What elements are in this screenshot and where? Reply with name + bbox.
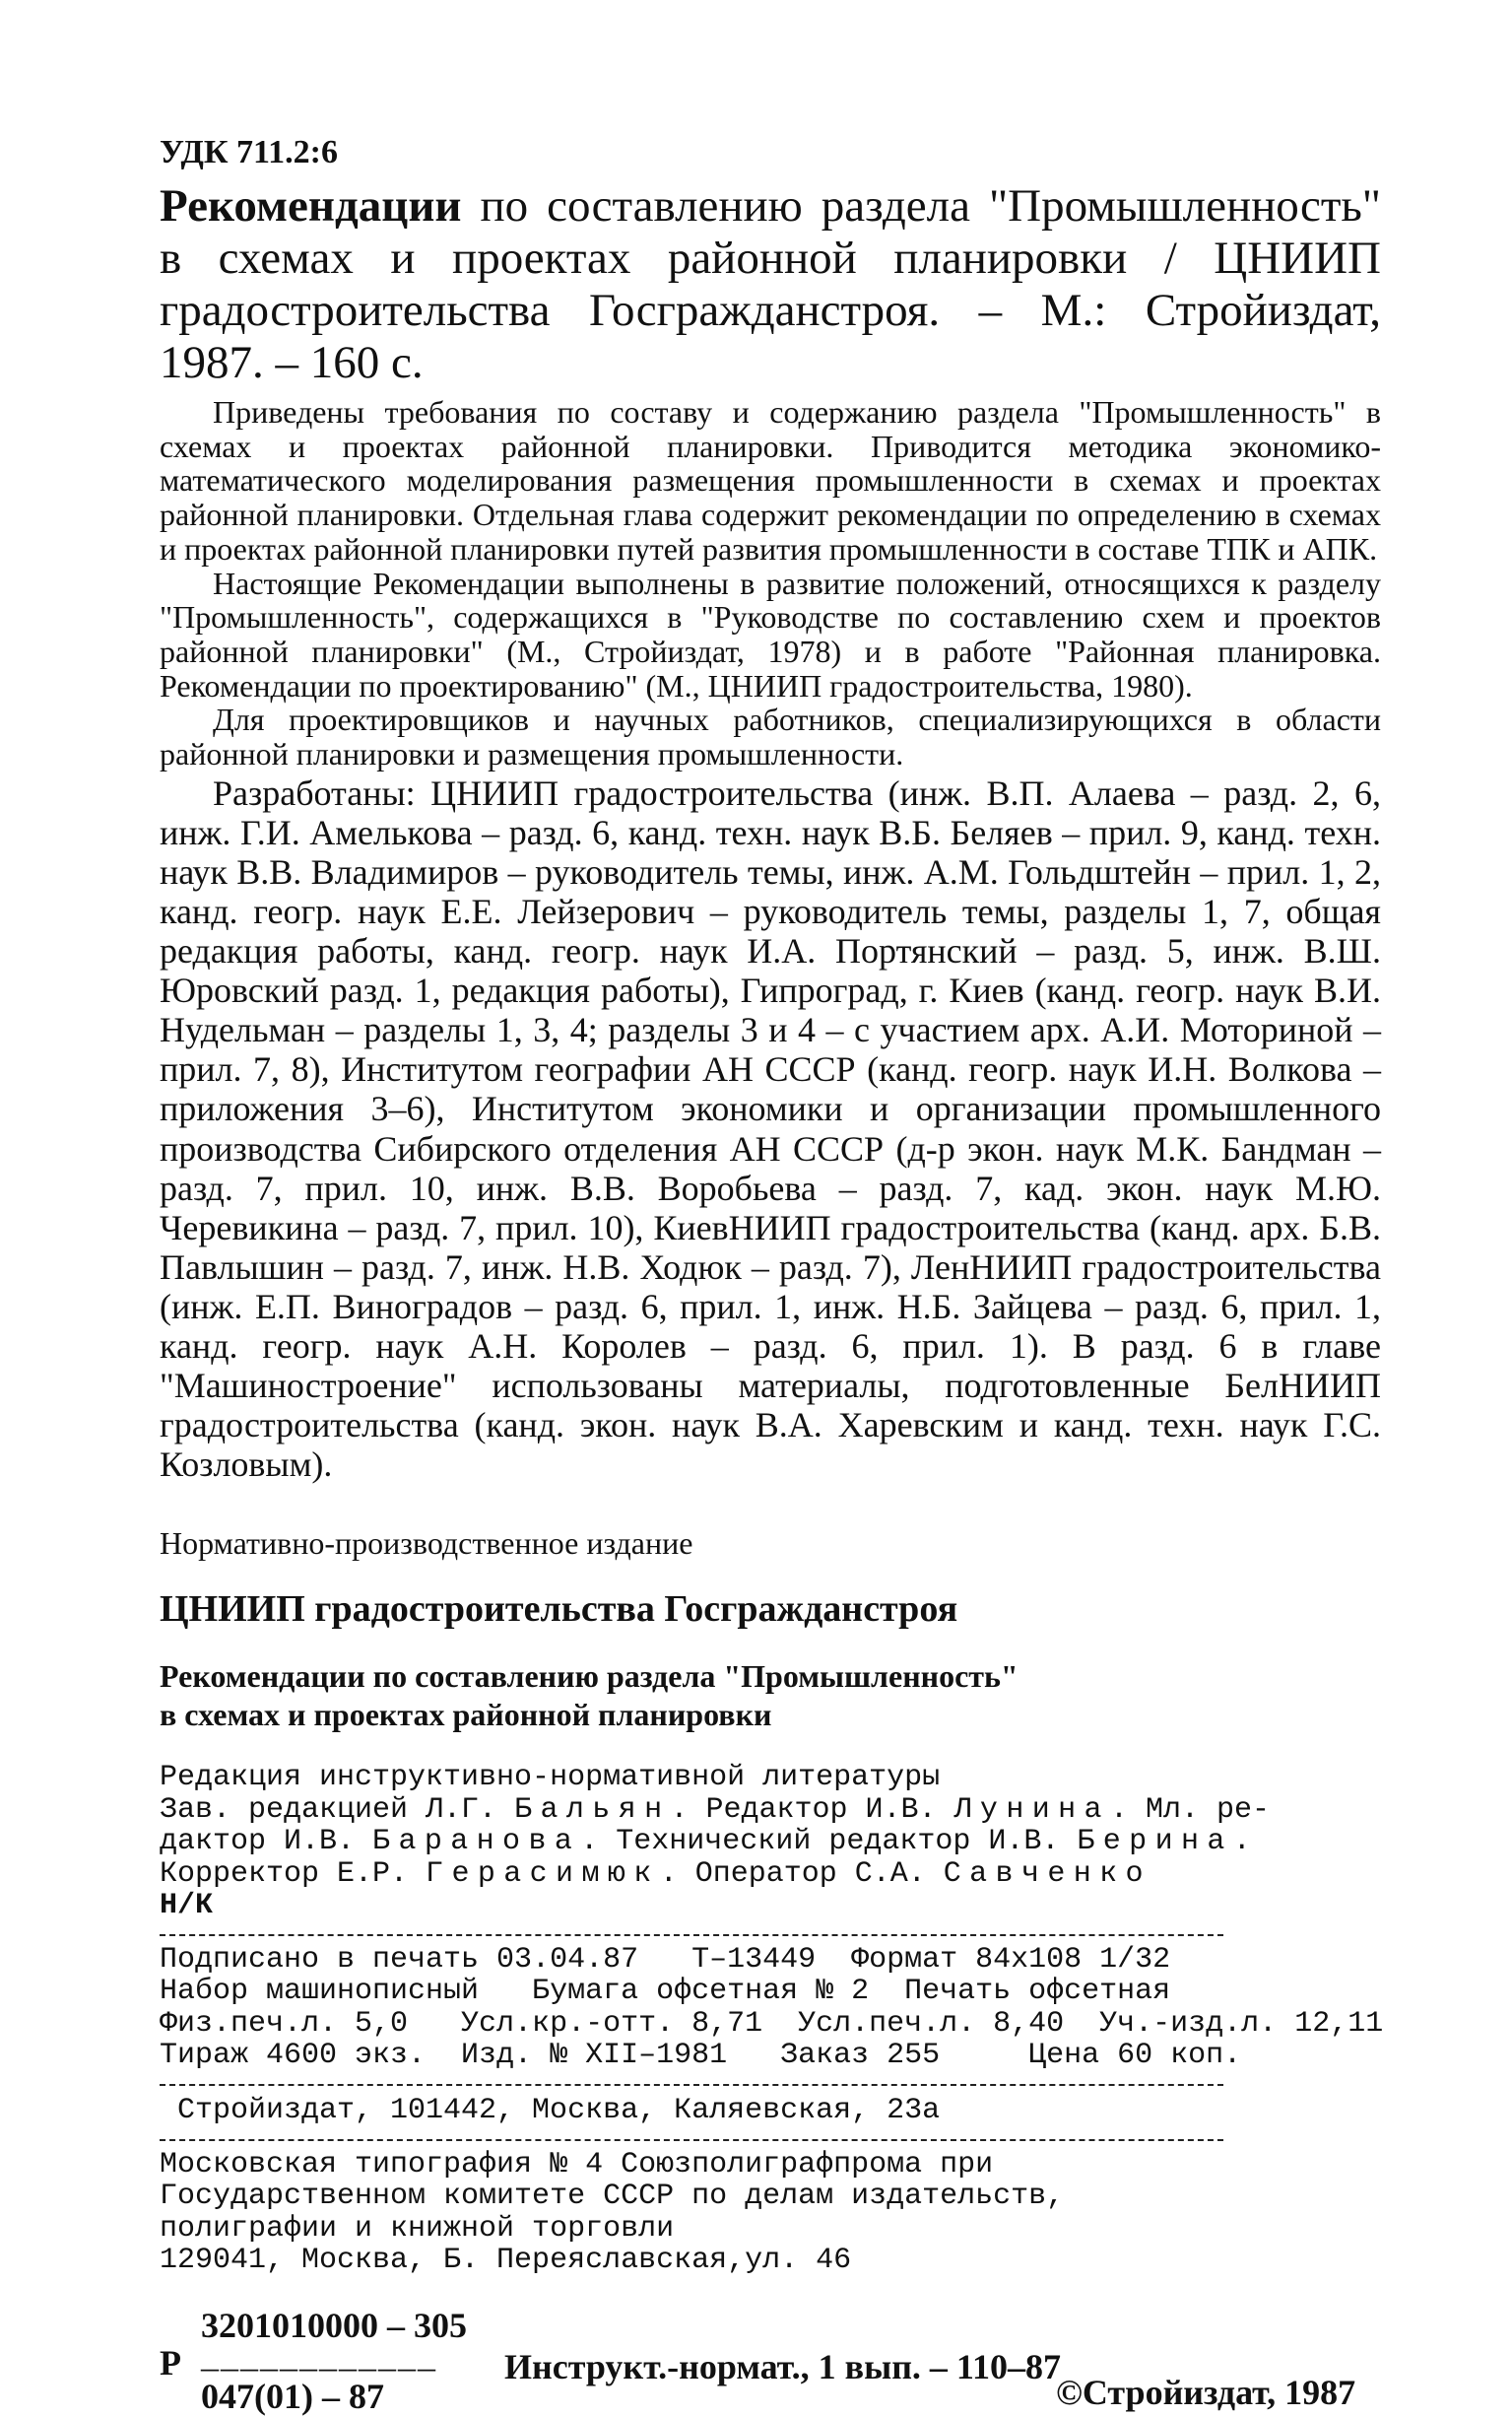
developers-paragraph: Разработаны: ЦНИИП градостроительства (инж. В.П. Алаева – разд. 2, 6, инж. Г.И. Амелькова – разд. 6, канд. техн. наук В.Б. Беляев – прил. 9, канд. техн. наук В.В. Владимиров – руководитель темы, инж. А.М. Гольдштейн – прил. 1, 2, канд. геогр. наук Е.Е. Лейзерович – руководитель темы, разделы 1, 7, общая редакция работы, канд. геогр. наук И.А. Портянский – разд. 5, инж. В.Ш. Юровский разд. 1, редакция работы), Гипроград, г. Киев (канд. геогр. наук В.И. Нудельман – разделы 1, 3, 4; разделы 3 и 4 – с участием арх. А.И. Моториной – прил. 7, 8), Институтом географии АН СССР (канд. геогр. наук И.Н. Волкова – приложения 3–6), Институтом экономики и организации промышленного производства Сибирского отделения АН СССР (д-р экон. наук М.К. Бандман – разд. 7, прил. 10, инж. В.В. Воробьева – разд. 7, кад. экон. наук М.Ю. Черевикина – разд. 7, прил. 10), КиевНИИП градостроительства (канд. арх. Б.В. Павлышин – разд. 7, инж. Н.В. Ходюк – разд. 7), ЛенНИИП градостроительства (инж. Е.П. Виноградов – разд. 6, прил. 1, инж. Н.Б. Зайцева – разд. 6, прил. 1, канд. геогр. наук А.Н. Королев – разд. 6, прил. 1). В разд. 6 в главе "Машиностроение" использованы материалы, подготовленные БелНИИП градостроительства (канд. экон. наук В.А. Харевским и канд. техн. наук Г.С. Козловым). (160, 772, 1381, 1485)
printing-house (160, 2149, 1381, 2277)
document-page (160, 133, 1384, 2416)
catalog-index (160, 2305, 1381, 2416)
udk-code: УДК 711.2:6 (160, 134, 339, 170)
dashed-divider (160, 1934, 1223, 1936)
print-data (160, 1942, 1384, 2073)
recommendation-title (160, 1657, 1381, 1734)
copyright-notice: ©Стройиздат, 1987 (1056, 2372, 1356, 2412)
abstract-paragraph: Настоящие Рекомендации выполнены в развитие положений, относящихся к разделу "Промышленность", содержащихся в "Руководстве по составлению схем и проектов районной планировки" (М., Стройиздат, 1978) и в работе "Районная планировка. Рекомендации по проектированию" (М., ЦНИИП градостроительства, 1980). (160, 565, 1381, 704)
dashed-divider (160, 2084, 1223, 2086)
abstract-paragraph: Для проектировщиков и научных работников, специализирующихся в области районной планировки и размещения промышленности. (160, 702, 1381, 772)
organization-title: ЦНИИП градостроительства Госгражданстроя (160, 1588, 958, 1631)
printer-line: 129041, Москва, Б. Переяславская,ул. 46 (160, 2244, 852, 2278)
editorial-nk: Н/К (160, 1889, 214, 1923)
biblio-title-rest: по составлению раздела "Промышленность" в схемах и проектах районной планировки / ЦНИИП градостроительства Госгражданстроя. – М.: Стройиздат, 1987. – 160 с. (160, 180, 1381, 388)
print-data-line: Набор машинописный Бумага офсетная № 2 Печать офсетная (160, 1975, 1171, 2009)
edition-type: Нормативно-производственное издание (160, 1525, 693, 1562)
publisher-address: Стройиздат, 101442, Москва, Каляевская, 23а (177, 2093, 941, 2127)
recommendation-title-line: в схемах и проектах районной планировки (160, 1697, 772, 1733)
bibliographic-record (160, 180, 1381, 389)
print-data-line: Тираж 4600 экз. Изд. № XII–1981 Заказ 255 Цена 60 коп. (160, 2039, 1242, 2073)
editorial-line: Корректор Е.Р. Герасимюк. Оператор С.А. Савченко (160, 1856, 1151, 1891)
biblio-title-bold: Рекомендации (160, 180, 462, 232)
print-data-line: Физ.печ.л. 5,0 Усл.кр.-отт. 8,71 Усл.печ.л. 8,40 Уч.-изд.л. 12,11 (160, 2006, 1384, 2041)
editorial-line: дактор И.В. Баранова. Технический редактор И.В. Берина. (160, 1825, 1251, 1859)
index-prefix: Р (160, 2342, 181, 2383)
printer-line: полиграфии и книжной торговли (160, 2211, 675, 2246)
abstract (160, 395, 1381, 772)
editorial-line: Зав. редакцией Л.Г. Бальян. Редактор И.В. Лунина. Мл. ре- (160, 1792, 1270, 1827)
abstract-paragraph: Приведены требования по составу и содержанию раздела "Промышленность" в схемах и проектах районной планировки. Приводится методика экономико-математического моделирования размещения промышленности в схемах и проектах районной планировки. Отдельная глава содержит рекомендации по определению в схемах и проектах районной планировки путей развития промышленности в составе ТПК и АПК. (160, 394, 1381, 567)
index-fraction-line: –––––––––––– (201, 2346, 437, 2386)
index-denominator: 047(01) – 87 (201, 2376, 384, 2416)
printer-line: Московская типография № 4 Союзполиграфпрома при (160, 2147, 994, 2182)
editorial-credits (160, 1762, 1381, 1922)
index-label: Инструкт.-нормат., 1 вып. – 110–87 (504, 2346, 1061, 2386)
recommendation-title-line: Рекомендации по составлению раздела "Промышленность" (160, 1658, 1019, 1695)
editorial-office: Редакция инструктивно-нормативной литературы (160, 1761, 941, 1795)
printer-line: Государственном комитете СССР по делам издательств, (160, 2180, 1065, 2214)
dashed-divider (160, 2139, 1223, 2141)
index-numerator: 3201010000 – 305 (201, 2305, 467, 2345)
print-data-line: Подписано в печать 03.04.87 Т–13449 Формат 84x108 1/32 (160, 1942, 1171, 1977)
